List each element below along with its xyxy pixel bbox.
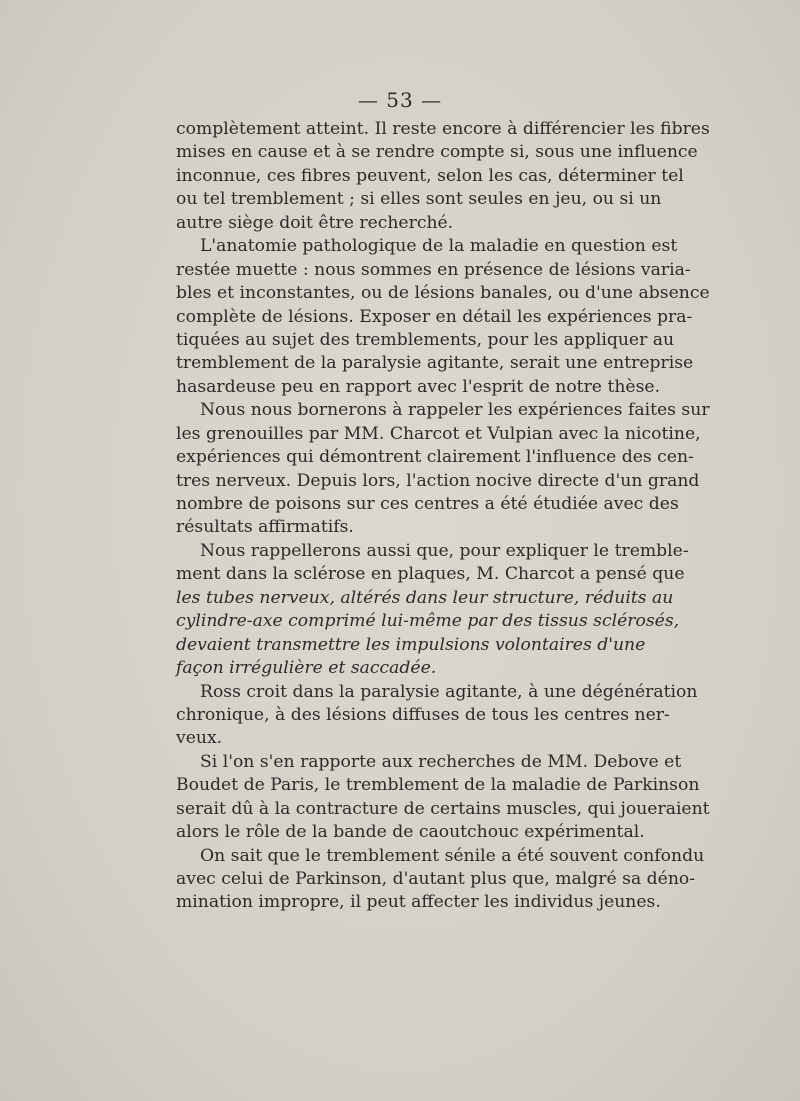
page-number: — 53 —: [357, 88, 443, 112]
text-line: les tubes nerveux, altérés dans leur structure, réduits au: [176, 587, 674, 608]
text-line: On sait que le tremblement sénile a été souvent confondu: [200, 845, 705, 866]
text-line: autre siège doit être recherché.: [176, 212, 454, 233]
text-line: ou tel tremblement ; si elles sont seules en jeu, ou si un: [176, 189, 662, 210]
text-line: chronique, à des lésions diffuses de tous les centres ner-: [176, 704, 670, 725]
text-line: nombre de poisons sur ces centres a été étudiée avec des: [176, 494, 679, 514]
text-line: Nous rappellerons aussi que, pour expliquer le tremble-: [200, 540, 689, 561]
text-line: restée muette : nous sommes en présence de lésions varia-: [176, 259, 691, 280]
body-text: [176, 118, 710, 915]
text-line: avec celui de Parkinson, d'autant plus que, malgré sa déno-: [176, 869, 696, 889]
text-line: cylindre-axe comprimé lui-même par des tissus sclérosés,: [176, 611, 680, 632]
text-line: devaient transmettre les impulsions volontaires d'une: [176, 634, 646, 655]
text-line: complète de lésions. Exposer en détail les expériences pra-: [176, 306, 693, 327]
text-line: alors le rôle de la bande de caoutchouc expérimental.: [176, 822, 645, 843]
text-line: Boudet de Paris, le tremblement de la maladie de Parkinson: [176, 775, 700, 796]
text-line: mises en cause et à se rendre compte si, sous une influence: [176, 142, 698, 163]
text-line: inconnue, ces fibres peuvent, selon les cas, déterminer tel: [176, 165, 684, 186]
text-line: mination impropre, il peut affecter les individus jeunes.: [176, 892, 661, 913]
text-line: L'anatomie pathologique de la maladie en question est: [200, 236, 678, 257]
text-line: expériences qui démontrent clairement l'influence des cen-: [176, 447, 694, 468]
text-line: Si l'on s'en rapporte aux recherches de MM. Debove et: [200, 751, 682, 772]
text-line: bles et inconstantes, ou de lésions banales, ou d'une absence: [176, 283, 710, 304]
text-line: les grenouilles par MM. Charcot et Vulpian avec la nicotine,: [176, 423, 701, 444]
text-line: serait dû à la contracture de certains muscles, qui joueraient: [176, 798, 710, 819]
text-line: résultats affirmatifs.: [176, 517, 354, 538]
text-line: ment dans la sclérose en plaques, M. Charcot a pensé que: [176, 564, 685, 585]
text-line: Nous nous bornerons à rappeler les expériences faites sur: [200, 400, 710, 421]
text-line: tiquées au sujet des tremblements, pour les appliquer au: [176, 329, 675, 350]
text-line: Ross croit dans la paralysie agitante, à une dégénération: [200, 681, 698, 702]
text-line: tremblement de la paralysie agitante, serait une entreprise: [176, 353, 694, 374]
text-line: hasardeuse peu en rapport avec l'esprit de notre thèse.: [176, 376, 661, 397]
text-line: complètement atteint. Il reste encore à différencier les fibres: [176, 119, 710, 139]
text-line: tres nerveux. Depuis lors, l'action nocive directe d'un grand: [176, 470, 700, 491]
text-line: façon irrégulière et saccadée.: [176, 658, 437, 679]
text-line: veux.: [176, 728, 223, 749]
